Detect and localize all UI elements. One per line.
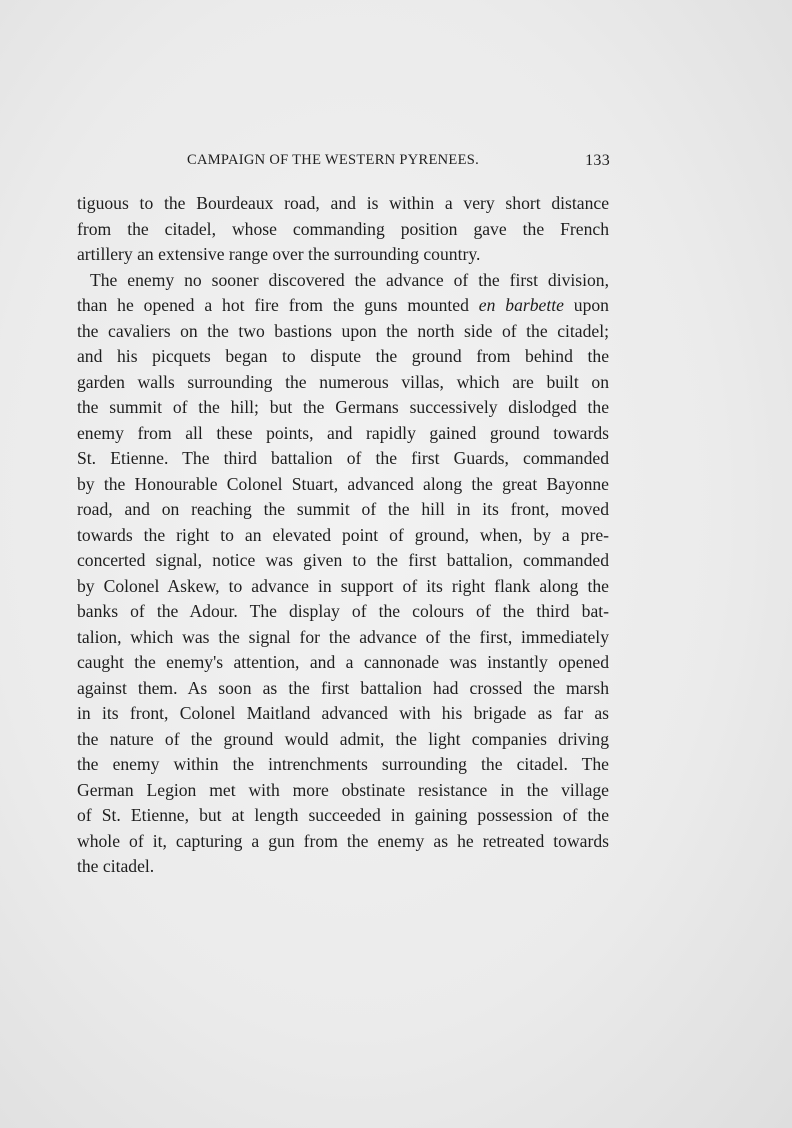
text-line: road, and on reaching the summit of the hill in its front, moved [77,499,609,519]
text-line: tiguous to the Bourdeaux road, and is within a very short distance [77,193,609,213]
text-segment: upon [563,295,609,315]
text-line: from the citadel, whose commanding position gave the French [77,218,609,239]
text-line: The enemy no sooner discovered the advance of the first division, [90,269,609,290]
text-line: and his picquets began to dispute the ground from behind the [77,346,609,366]
text-line: enemy from all these points, and rapidly gained ground towards [77,422,609,443]
text-segment: than he opened a hot fire from the guns mounted [77,295,479,315]
text-line: German Legion met with more obstinate resistance in the village [77,779,609,800]
text-line: talion, which was the signal for the advance of the first, immediately [77,626,609,647]
running-title: CAMPAIGN OF THE WESTERN PYRENEES. [187,152,480,168]
text-line [77,293,609,319]
text-line: by Colonel Askew, to advance in support of its right flank along the [77,575,609,596]
text-line: the enemy within the intrenchments surrounding the citadel. The [77,754,609,774]
text-line: banks of the Adour. The display of the colours of the third bat- [77,601,609,621]
body-text [77,191,609,880]
text-line: garden walls surrounding the numerous villas, which are built on [77,371,609,392]
text-line: concerted signal, notice was given to the first battalion, commanded [77,550,609,570]
text-line: whole of it, capturing a gun from the enemy as he retreated towards [77,830,609,851]
text-line: the citadel. [77,856,155,876]
text-line: the cavaliers on the two bastions upon the north side of the citadel; [77,320,609,341]
italic-phrase: en barbette [478,295,564,315]
page-number: 133 [585,152,610,169]
text-line: caught the enemy's attention, and a cannonade was instantly opened [77,652,609,672]
running-header [77,152,610,174]
text-line: the nature of the ground would admit, the light companies driving [77,728,609,749]
text-line: of St. Etienne, but at length succeeded in gaining possession of the [77,805,609,825]
text-line: the summit of the hill; but the Germans successively dislodged the [77,397,609,417]
text-line: against them. As soon as the first battalion had crossed the marsh [77,677,609,698]
text-line: towards the right to an elevated point of ground, when, by a pre- [77,524,609,545]
text-line: in its front, Colonel Maitland advanced with his brigade as far as [77,703,609,723]
text-line: St. Etienne. The third battalion of the first Guards, commanded [77,448,609,468]
text-line: artillery an extensive range over the surrounding country. [77,244,481,264]
text-line: by the Honourable Colonel Stuart, advanced along the great Bayonne [77,473,609,494]
